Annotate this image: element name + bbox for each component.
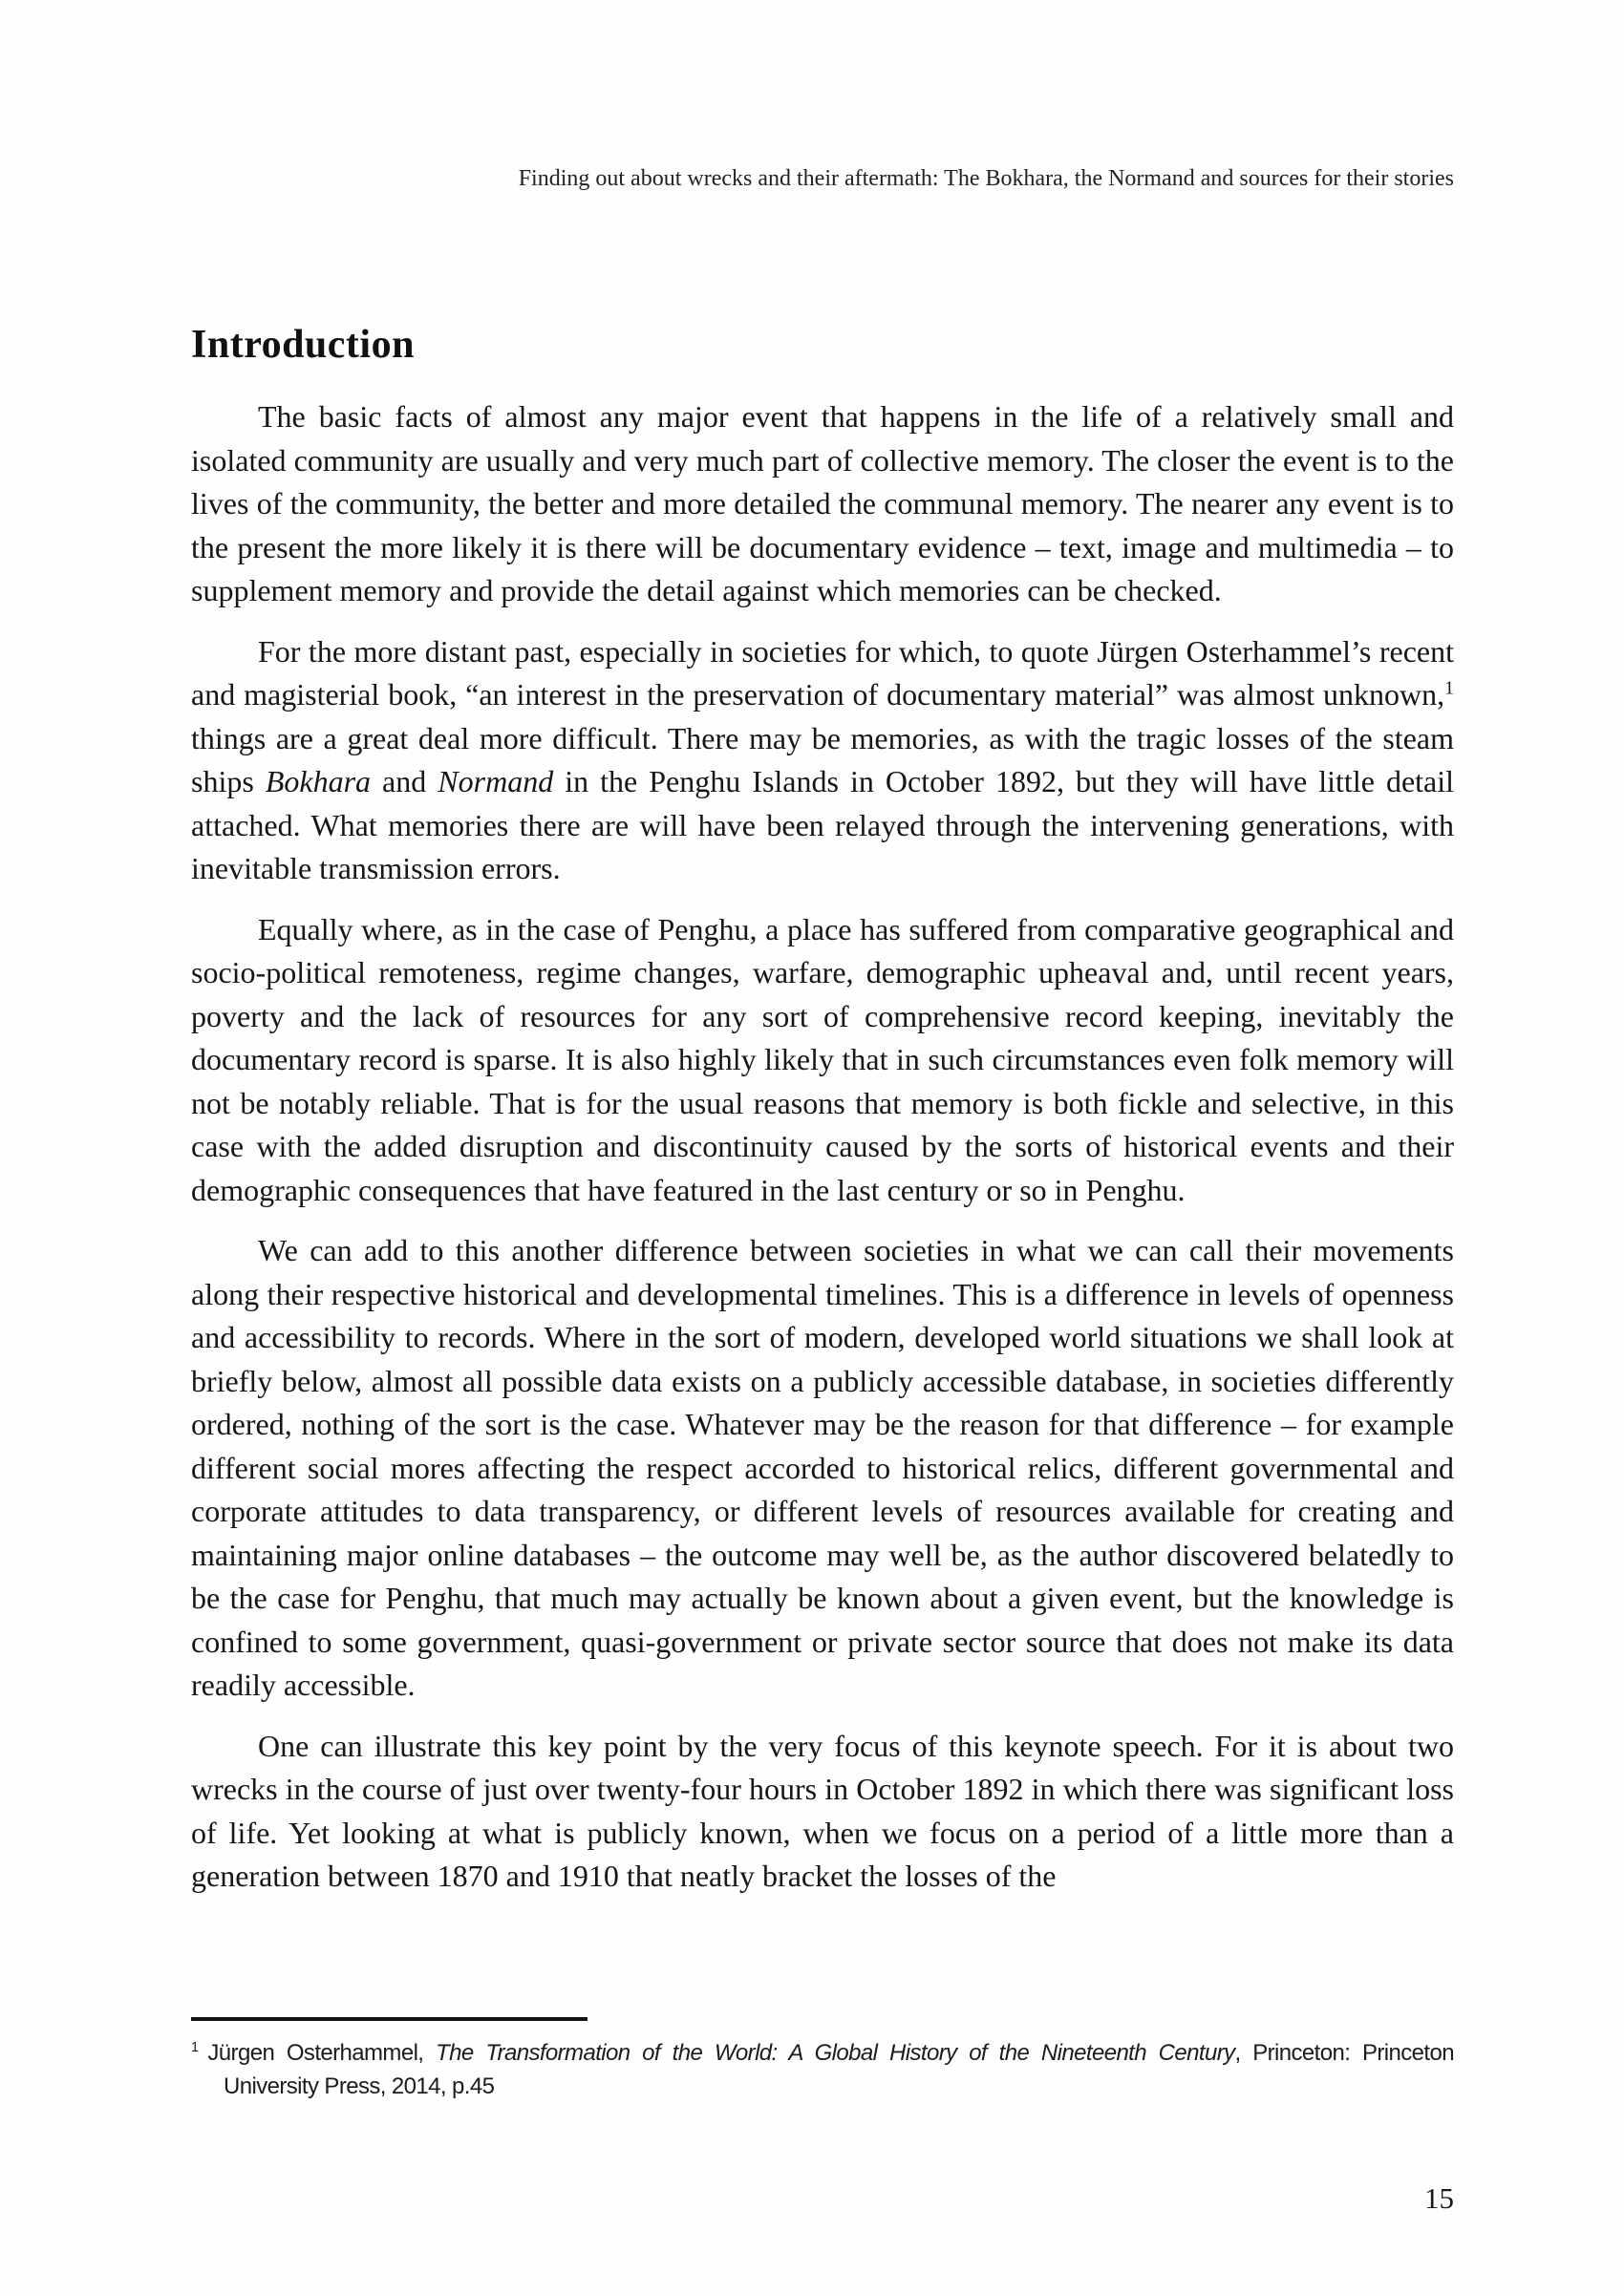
paragraph-3: Equally where, as in the case of Penghu, a place has suffered from comparative geographical and socio-political remoteness, regime changes, warfare, demographic upheaval and, until recent years, poverty and the lack of resources for any sort of comprehensive record keeping, inevitably the documentary record is sparse. It is also highly likely that in such circumstances even folk memory will not be notably reliable. That is for the usual reasons that memory is both fickle and selective, in this case with the added disruption and discontinuity caused by the sorts of historical events and their demographic consequences that have featured in the last century or so in Penghu. — [191, 911, 1454, 1207]
main-text-column — [191, 321, 1454, 1916]
footnote-block — [191, 2017, 1454, 2103]
footnote-marker: 1 — [191, 2040, 199, 2055]
section-heading: Introduction — [191, 323, 415, 367]
paragraph-1: The basic facts of almost any major event that happens in the life of a relatively small and isolated community are usually and very much part of collective memory. The closer the event is to the lives of the community, the better and more detailed the communal memory. The nearer any event is to the present the more likely it is there will be documentary evidence – text, image and multimedia – to supplement memory and provide the detail against which memories can be checked. — [191, 399, 1454, 607]
paragraph-5: One can illustrate this key point by the very focus of this keynote speech. For it is about two wrecks in the course of just over twenty-four hours in October 1892 in which there was significant loss of life. Yet looking at what is publicly known, when we focus on a period of a little more than a generation between 1870 and 1910 that neatly bracket the losses of the — [191, 1728, 1454, 1893]
footnote-text-runs: Jürgen Osterhammel, The Transformation of the World: A Global History of the Nineteenth Century, Princeton: Princeton University Press, 2014, p.45 — [207, 2040, 1454, 2099]
paragraph-4: We can add to this another difference between societies in what we can call their movements along their respective historical and developmental timelines. This is a difference in levels of openness and accessibility to records. Where in the sort of modern, developed world situations we shall look at briefly below, almost all possible data exists on a publicly accessible database, in societies differently ordered, nothing of the sort is the case. Whatever may be the reason for that difference – for example different social mores affecting the respect accorded to historical relics, different governmental and corporate attitudes to data transparency, or different levels of resources available for creating and maintaining major online databases – the outcome may well be, as the author discovered belatedly to be the case for Penghu, that much may actually be known about a given event, but the knowledge is confined to some government, quasi-government or private sector source that does not make its data readily accessible. — [191, 1233, 1454, 1702]
running-header: Finding out about wrecks and their aftermath: The Bokhara, the Normand and sources for their stories — [518, 166, 1454, 191]
footnote-1 — [191, 2036, 1454, 2103]
page-number: 15 — [1424, 2181, 1454, 2215]
paragraph-2: For the more distant past, especially in societies for which, to quote Jürgen Osterhammel’s recent and magisterial book, “an interest in the preservation of documentary material” was almost unknown,$^1$ things are a great deal more difficult. There may be memories, as with the tragic losses of the steam ships Bokhara and Normand in the Penghu Islands in October 1892, but they will have little detail attached. What memories there are will have been relayed through the intervening generations, with inevitable transmission errors. — [191, 633, 1455, 885]
footnote-separator-rule — [191, 2017, 588, 2021]
